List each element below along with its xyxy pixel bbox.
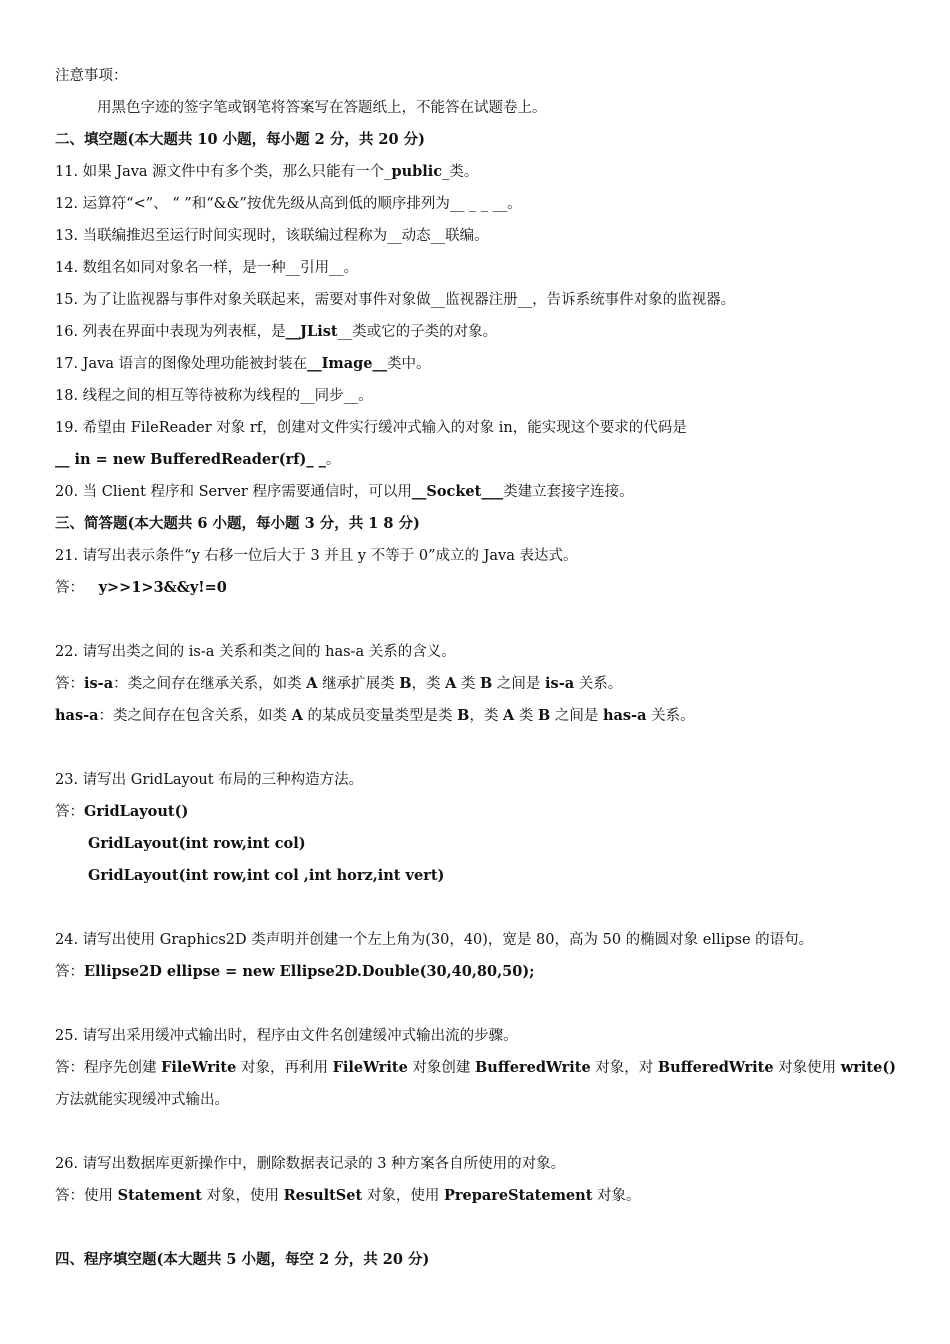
q20-pre: 20. 当 Client 程序和 Server 程序需要通信时，可以用: [55, 484, 412, 500]
question-24: 24. 请写出使用 Graphics2D 类声明并创建一个左上角为(30，40)，宽是 80，高为 50 的椭圆对象 ellipse 的语句。: [55, 932, 814, 948]
q26-a1-3: ResultSet: [283, 1187, 363, 1204]
q22-a1-11: is-a: [545, 675, 575, 692]
q22-a2-0: has-a: [55, 707, 99, 724]
q22-a2-10: has-a: [602, 707, 647, 724]
q21-ans-label: 答：: [55, 580, 84, 596]
q25-a1-1: FileWrite: [161, 1059, 237, 1076]
q23-ans-label: 答：: [55, 804, 84, 820]
q22-a1-4: 继承扩展类: [317, 676, 400, 692]
q22-a2-2: A: [291, 707, 303, 724]
q16-pre: 16. 列表在界面中表现为列表框，是: [55, 324, 286, 340]
question-24-answer: [55, 962, 535, 982]
notice-body: 用黑色字迹的签字笔或钢笔将答案写在答题纸上，不能答在试题卷上。: [97, 100, 547, 116]
q26-a1-6: 对象。: [592, 1188, 641, 1204]
q22-a1-3: A: [306, 675, 318, 692]
q25-a1-8: 对象使用: [773, 1060, 841, 1076]
q26-a1-2: 对象，使用: [201, 1188, 284, 1204]
q24-ans-code: Ellipse2D ellipse = new Ellipse2D.Double(30,40,80,50);: [84, 963, 535, 980]
q26-a1-5: PrepareStatement: [443, 1187, 593, 1204]
question-18: 18. 线程之间的相互等待被称为线程的__同步__。: [55, 388, 373, 404]
q20-answer: __Socket___: [411, 483, 504, 500]
question-26-answer: [55, 1186, 641, 1206]
q25-a1-7: BufferedWrite: [657, 1059, 774, 1076]
q11-post: _类。: [442, 164, 479, 180]
q25-a1-6: 对象，对: [590, 1060, 658, 1076]
question-22: 22. 请写出类之间的 is-a 关系和类之间的 has-a 关系的含义。: [55, 644, 456, 660]
q16-answer: __JList: [285, 323, 338, 340]
question-23-answer-1: [55, 802, 188, 822]
question-16: [55, 322, 497, 342]
q19-answer-code: __ in = new BufferedReader(rf)_ _: [55, 451, 326, 468]
q23-ctor-2: GridLayout(int row,int col): [88, 835, 306, 852]
q22-a2-8: B: [537, 707, 551, 724]
q22-a2-11: 关系。: [646, 708, 695, 724]
question-21: 21. 请写出表示条件“y 右移一位后大于 3 并且 y 不等于 0”成立的 Java 表达式。: [55, 548, 578, 564]
q20-post: 类建立套接字连接。: [503, 484, 634, 500]
q22-a1-7: A: [445, 675, 457, 692]
q17-answer: __Image__: [307, 355, 387, 372]
question-25-answer-2: 方法就能实现缓冲式输出。: [55, 1092, 229, 1108]
question-20: [55, 482, 634, 502]
question-15: 15. 为了让监视器与事件对象关联起来，需要对事件对象做__监视器注册__，告诉系统事件对象的监视器。: [55, 292, 736, 308]
q19-answer-post: 。: [325, 452, 341, 468]
q25-a1-5: BufferedWrite: [475, 1059, 591, 1076]
q22-a2-1: ：类之间存在包含关系，如类: [98, 708, 292, 724]
q22-a1-8: 类: [456, 676, 481, 692]
q22-a1-12: 关系。: [574, 676, 623, 692]
q21-ans-code: y>>1>3&&y!=0: [98, 579, 227, 596]
q24-ans-label: 答：: [55, 964, 84, 980]
section3-heading: 三、简答题(本大题共 6 小题，每小题 3 分，共 1 8 分): [55, 515, 420, 532]
q22-a1-9: B: [480, 675, 493, 692]
q22-a1-6: ，类: [411, 676, 446, 692]
q22-a2-7: 类: [514, 708, 538, 724]
q26-a1-4: 对象，使用: [362, 1188, 444, 1204]
q17-post: 类中。: [386, 356, 431, 372]
notice-title: 注意事项：: [55, 68, 128, 84]
q22-a2-3: 的某成员变量类型是类: [302, 708, 458, 724]
question-19: 19. 希望由 FileReader 对象 rf，创建对文件实行缓冲式输入的对象 in，能实现这个要求的代码是: [55, 420, 687, 436]
question-13: 13. 当联编推迟至运行时间实现时，该联编过程称为__动态__联编。: [55, 228, 489, 244]
question-22-answer-1: [55, 674, 622, 694]
q23-ctor-1: GridLayout(): [84, 803, 189, 820]
question-25: 25. 请写出采用缓冲式输出时，程序由文件名创建缓冲式输出流的步骤。: [55, 1028, 518, 1044]
question-12: 12. 运算符“<”、 “ ”和“&&”按优先级从高到低的顺序排列为__ _ _ __。: [55, 196, 522, 212]
q22-a1-5: B: [399, 675, 412, 692]
question-26: 26. 请写出数据库更新操作中，删除数据表记录的 3 种方案各自所使用的对象。: [55, 1156, 566, 1172]
question-25-answer-1: [55, 1058, 896, 1078]
q22-a2-5: ，类: [469, 708, 503, 724]
q25-a1-4: 对象创建: [407, 1060, 476, 1076]
q23-ctor-3: GridLayout(int row,int col ,int horz,int vert): [88, 867, 445, 884]
q25-a1-9: write(): [840, 1059, 897, 1076]
question-23: 23. 请写出 GridLayout 布局的三种构造方法。: [55, 772, 364, 788]
question-11: [55, 162, 478, 182]
q16-post: __类或它的子类的对象。: [337, 324, 498, 340]
section4-heading: 四、程序填空题(本大题共 5 小题，每空 2 分，共 20 分): [55, 1251, 430, 1268]
q17-pre: 17. Java 语言的图像处理功能被封装在: [55, 356, 308, 372]
q25-a1-3: FileWrite: [332, 1059, 408, 1076]
q22-a2-9: 之间是: [550, 708, 603, 724]
section2-heading: 二、填空题(本大题共 10 小题，每小题 2 分，共 20 分): [55, 131, 425, 148]
q22-a2-4: B: [457, 707, 470, 724]
q11-pre: 11. 如果 Java 源文件中有多个类，那么只能有一个_: [55, 164, 392, 180]
question-14: 14. 数组名如同对象名一样，是一种__引用__。: [55, 260, 359, 276]
q11-answer: public: [391, 163, 443, 180]
q25-a1-0: 答：程序先创建: [55, 1060, 162, 1076]
q22-a2-6: A: [502, 707, 515, 724]
q26-a1-1: Statement: [117, 1187, 202, 1204]
q22-a1-0: 答：: [55, 676, 84, 692]
question-19-answer: [55, 450, 340, 470]
q22-a1-1: is-a: [84, 675, 114, 692]
question-22-answer-2: [55, 706, 695, 726]
q22-a1-2: ：类之间存在继承关系，如类: [113, 676, 307, 692]
question-17: [55, 354, 430, 374]
question-21-answer: [55, 578, 227, 598]
q26-a1-0: 答：使用: [55, 1188, 118, 1204]
q25-a1-2: 对象，再利用: [236, 1060, 333, 1076]
q22-a1-10: 之间是: [492, 676, 546, 692]
